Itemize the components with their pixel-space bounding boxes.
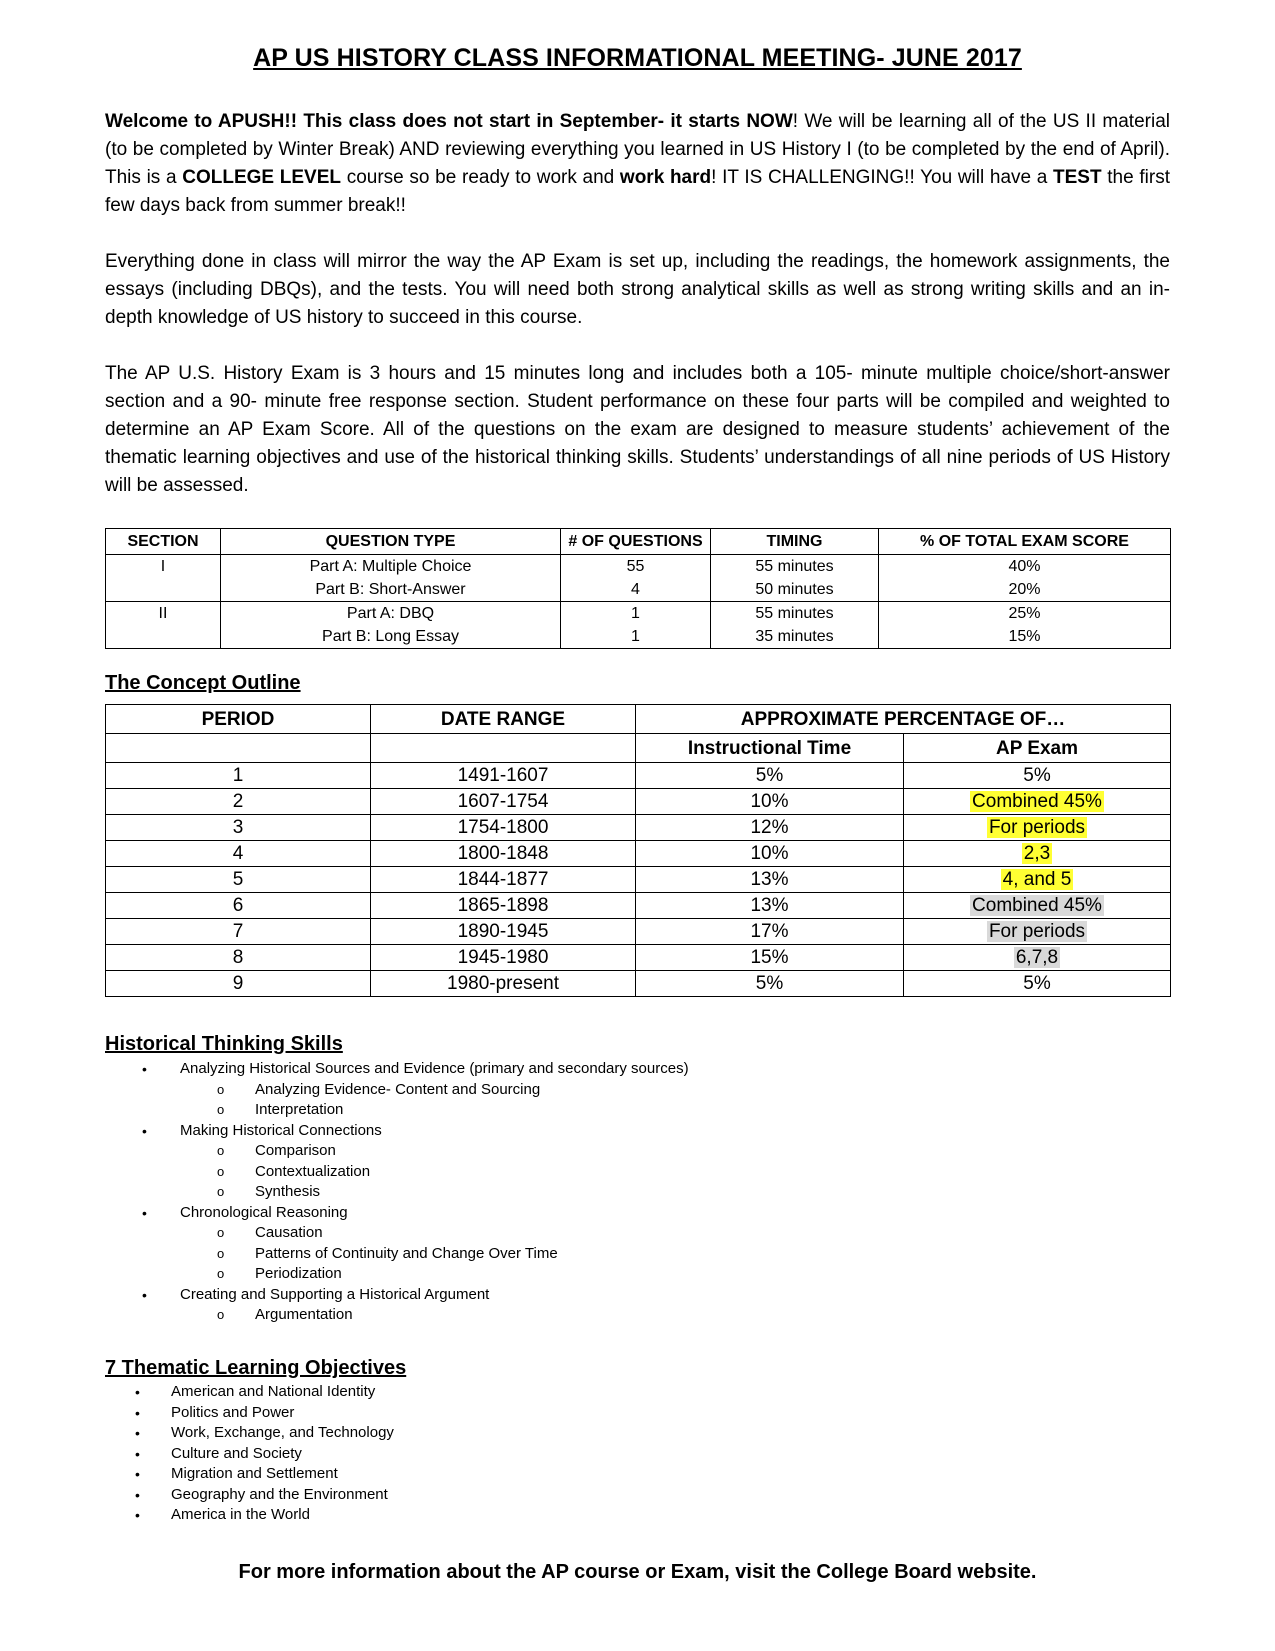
table-cell: II <box>106 602 221 626</box>
table-header-row <box>106 529 1171 555</box>
ap-exam-cell <box>904 815 1171 841</box>
instructional-cell: 5% <box>636 763 904 789</box>
intro-paragraph-2: Everything done in class will mirror the way the AP Exam is set up, including the readings, the homework assignments, the essays (including DBQs), and the tests. You will need both strong analytical skills as well as strong writing skills and an in-depth knowledge of US history to succeed in this course. <box>105 251 1170 328</box>
table-cell: 50 minutes <box>711 578 879 602</box>
list-item-label: Chronological Reasoning <box>180 1203 348 1221</box>
bullet-icon: • <box>142 1122 147 1139</box>
ap-exam-cell <box>904 841 1171 867</box>
bold-text: work hard <box>619 167 712 188</box>
table-cell: Part B: Short-Answer <box>221 578 561 602</box>
list-item-label: Comparison <box>255 1142 336 1159</box>
bullet-icon: • <box>135 1507 140 1523</box>
table-cell: Part B: Long Essay <box>221 625 561 649</box>
highlighted-text: For periods <box>988 817 1086 838</box>
highlighted-text: 4, and 5 <box>1002 869 1072 890</box>
date-range-cell: 1607-1754 <box>371 789 636 815</box>
list-sub-item <box>105 1223 689 1244</box>
list-sub-item <box>105 1100 689 1121</box>
highlighted-text: Combined 45% <box>972 791 1102 812</box>
table-row <box>106 555 1171 579</box>
list-sub-item <box>105 1080 689 1101</box>
thematic-objectives-list <box>105 1382 394 1526</box>
concept-outline-heading: The Concept Outline <box>105 672 301 694</box>
highlighted-text: For periods <box>988 921 1086 942</box>
date-range-cell: 1800-1848 <box>371 841 636 867</box>
list-item <box>105 1505 394 1526</box>
table-row <box>106 789 1171 815</box>
column-header: QUESTION TYPE <box>221 529 561 555</box>
list-item <box>105 1121 689 1142</box>
bold-text: Welcome to APUSH!! This class does not start in September- it starts NOW <box>105 111 793 132</box>
intro-paragraph-3: The AP U.S. History Exam is 3 hours and 15 minutes long and includes both a 105- minute multiple choice/short-answer section and a 90- minute free response section. Student performance on these four parts will be compiled and weighted to determine an AP Exam Score. All of the questions on the exam are designed to measure students’ achievement of the thematic learning objectives and use of the historical thinking skills. Students’ understandings of all nine periods of US History will be assessed. <box>105 363 1170 496</box>
ap-exam-value: 5% <box>1023 765 1051 786</box>
table-row <box>106 578 1171 602</box>
circle-bullet-icon: o <box>217 1225 225 1240</box>
table-row <box>106 971 1171 997</box>
table-cell: 20% <box>879 578 1171 602</box>
list-item-label: Analyzing Evidence- Content and Sourcing <box>255 1080 541 1098</box>
body-text: ! IT IS CHALLENGING!! You will have a <box>711 167 1054 188</box>
column-header: TIMING <box>711 529 879 555</box>
table-row <box>106 841 1171 867</box>
table-cell: 55 <box>561 555 711 579</box>
circle-bullet-icon: o <box>217 1102 225 1117</box>
instructional-cell: 13% <box>636 867 904 893</box>
bold-text: COLLEGE LEVEL <box>182 167 342 188</box>
table-row <box>106 919 1171 945</box>
list-sub-item <box>105 1244 689 1265</box>
table-row <box>106 625 1171 649</box>
table-cell: 1 <box>561 602 711 626</box>
date-range-cell: 1980-present <box>371 971 636 997</box>
body-text: ! We will be learning all of the US II material (to be completed by Winter Break) AND reviewing everything you learned in US History I (to be completed by the end of April). This is a <box>105 111 1170 188</box>
list-sub-item <box>105 1162 689 1183</box>
period-cell: 4 <box>106 841 371 867</box>
list-item <box>105 1423 394 1444</box>
table-cell: 4 <box>561 578 711 602</box>
instructional-cell: 10% <box>636 789 904 815</box>
table-row <box>106 867 1171 893</box>
table-header-row <box>106 705 1171 734</box>
list-sub-item <box>105 1141 689 1162</box>
instructional-cell: 10% <box>636 841 904 867</box>
list-item-label: Patterns of Continuity and Change Over Time <box>255 1244 558 1262</box>
list-item <box>105 1444 394 1465</box>
bullet-icon: • <box>135 1486 140 1503</box>
period-cell: 5 <box>106 867 371 893</box>
period-cell: 7 <box>106 919 371 945</box>
circle-bullet-icon: o <box>217 1184 225 1199</box>
exam-structure-table <box>105 528 1171 649</box>
list-item <box>105 1059 689 1080</box>
highlighted-text: Combined 45% <box>972 895 1102 916</box>
list-item-label: Periodization <box>255 1265 342 1282</box>
date-range-cell: 1945-1980 <box>371 945 636 971</box>
instructional-cell: 5% <box>636 971 904 997</box>
list-item <box>105 1464 394 1485</box>
list-item-label: Work, Exchange, and Technology <box>171 1424 394 1441</box>
thinking-skills-list <box>105 1059 689 1326</box>
list-item-label: Making Historical Connections <box>180 1121 382 1139</box>
table-cell: 55 minutes <box>711 555 879 579</box>
table-cell: I <box>106 555 221 579</box>
circle-bullet-icon: o <box>217 1307 225 1322</box>
table-cell: 35 minutes <box>711 625 879 649</box>
list-item-label: Interpretation <box>255 1101 344 1118</box>
table-row <box>106 945 1171 971</box>
table-cell: Part A: DBQ <box>221 602 561 626</box>
list-item-label: Politics and Power <box>171 1403 295 1421</box>
period-cell: 8 <box>106 945 371 971</box>
list-item-label: Causation <box>255 1224 323 1241</box>
body-text: the first few days back from summer break!! <box>105 167 1170 216</box>
empty-header-cell <box>106 734 371 763</box>
ap-exam-cell <box>904 763 1171 789</box>
list-item <box>105 1285 689 1306</box>
table-cell: 55 minutes <box>711 602 879 626</box>
table-cell: 25% <box>879 602 1171 626</box>
page-title: AP US HISTORY CLASS INFORMATIONAL MEETING- JUNE 2017 <box>253 44 1022 72</box>
ap-exam-cell <box>904 893 1171 919</box>
empty-header-cell <box>371 734 636 763</box>
period-cell: 3 <box>106 815 371 841</box>
list-item-label: American and National Identity <box>171 1383 376 1400</box>
table-cell <box>106 625 221 649</box>
date-range-cell: 1844-1877 <box>371 867 636 893</box>
list-item-label: Contextualization <box>255 1162 371 1180</box>
bullet-icon: • <box>135 1404 140 1421</box>
date-range-cell: 1890-1945 <box>371 919 636 945</box>
date-range-cell: 1865-1898 <box>371 893 636 919</box>
ap-exam-cell <box>904 945 1171 971</box>
instructional-cell: 15% <box>636 945 904 971</box>
table-row <box>106 763 1171 789</box>
list-item <box>105 1485 394 1506</box>
ap-exam-cell <box>904 971 1171 997</box>
list-item <box>105 1403 394 1424</box>
table-row <box>106 893 1171 919</box>
column-header: % OF TOTAL EXAM SCORE <box>879 529 1171 555</box>
instructional-cell: 17% <box>636 919 904 945</box>
circle-bullet-icon: o <box>217 1081 225 1097</box>
column-header: # OF QUESTIONS <box>561 529 711 555</box>
circle-bullet-icon: o <box>217 1143 225 1158</box>
bullet-icon: • <box>142 1286 147 1303</box>
table-cell: Part A: Multiple Choice <box>221 555 561 579</box>
list-item <box>105 1203 689 1224</box>
bullet-icon: • <box>135 1466 140 1482</box>
bullet-icon: • <box>135 1445 140 1462</box>
list-item-label: Geography and the Environment <box>171 1485 388 1503</box>
list-item-label: America in the World <box>171 1506 310 1523</box>
list-sub-item <box>105 1182 689 1203</box>
list-item-label: Culture and Society <box>171 1444 302 1462</box>
instructional-cell: 12% <box>636 815 904 841</box>
table-cell: 40% <box>879 555 1171 579</box>
circle-bullet-icon: o <box>217 1245 225 1261</box>
period-cell: 9 <box>106 971 371 997</box>
bullet-icon: • <box>135 1384 140 1400</box>
table-cell <box>106 578 221 602</box>
period-cell: 2 <box>106 789 371 815</box>
footer-note: For more information about the AP course or Exam, visit the College Board website. <box>238 1561 1037 1583</box>
table-cell: 15% <box>879 625 1171 649</box>
bullet-icon: • <box>142 1204 147 1221</box>
period-cell: 1 <box>106 763 371 789</box>
date-range-cell: 1754-1800 <box>371 815 636 841</box>
ap-exam-cell <box>904 867 1171 893</box>
table-subheader-row <box>106 734 1171 763</box>
circle-bullet-icon: o <box>217 1266 225 1281</box>
date-range-cell: 1491-1607 <box>371 763 636 789</box>
list-item <box>105 1382 394 1403</box>
list-item-label: Migration and Settlement <box>171 1465 338 1482</box>
list-item-label: Argumentation <box>255 1306 353 1323</box>
list-sub-item <box>105 1305 689 1326</box>
period-header: PERIOD <box>106 705 371 734</box>
ap-exam-value: 5% <box>1023 973 1051 994</box>
bullet-icon: • <box>135 1425 140 1441</box>
body-text: course so be ready to work and <box>341 167 620 188</box>
ap-exam-cell <box>904 919 1171 945</box>
bold-text: TEST <box>1053 167 1102 188</box>
instructional-time-header: Instructional Time <box>636 734 904 763</box>
highlighted-text: 6,7,8 <box>1015 947 1059 968</box>
period-cell: 6 <box>106 893 371 919</box>
approx-percentage-header: APPROXIMATE PERCENTAGE OF… <box>636 705 1171 734</box>
intro-paragraph-1 <box>105 108 1170 220</box>
circle-bullet-icon: o <box>217 1163 225 1179</box>
column-header: SECTION <box>106 529 221 555</box>
table-cell: 1 <box>561 625 711 649</box>
concept-outline-table <box>105 704 1171 997</box>
list-sub-item <box>105 1264 689 1285</box>
list-item-label: Creating and Supporting a Historical Argument <box>180 1285 490 1303</box>
highlighted-text: 2,3 <box>1023 843 1051 864</box>
thinking-skills-heading: Historical Thinking Skills <box>105 1033 343 1055</box>
list-item-label: Analyzing Historical Sources and Evidence (primary and secondary sources) <box>180 1060 689 1077</box>
bullet-icon: • <box>142 1061 147 1077</box>
list-item-label: Synthesis <box>255 1183 321 1200</box>
ap-exam-header: AP Exam <box>904 734 1171 763</box>
date-range-header: DATE RANGE <box>371 705 636 734</box>
ap-exam-cell <box>904 789 1171 815</box>
thematic-objectives-heading: 7 Thematic Learning Objectives <box>105 1357 407 1379</box>
instructional-cell: 13% <box>636 893 904 919</box>
table-row <box>106 602 1171 626</box>
table-row <box>106 815 1171 841</box>
